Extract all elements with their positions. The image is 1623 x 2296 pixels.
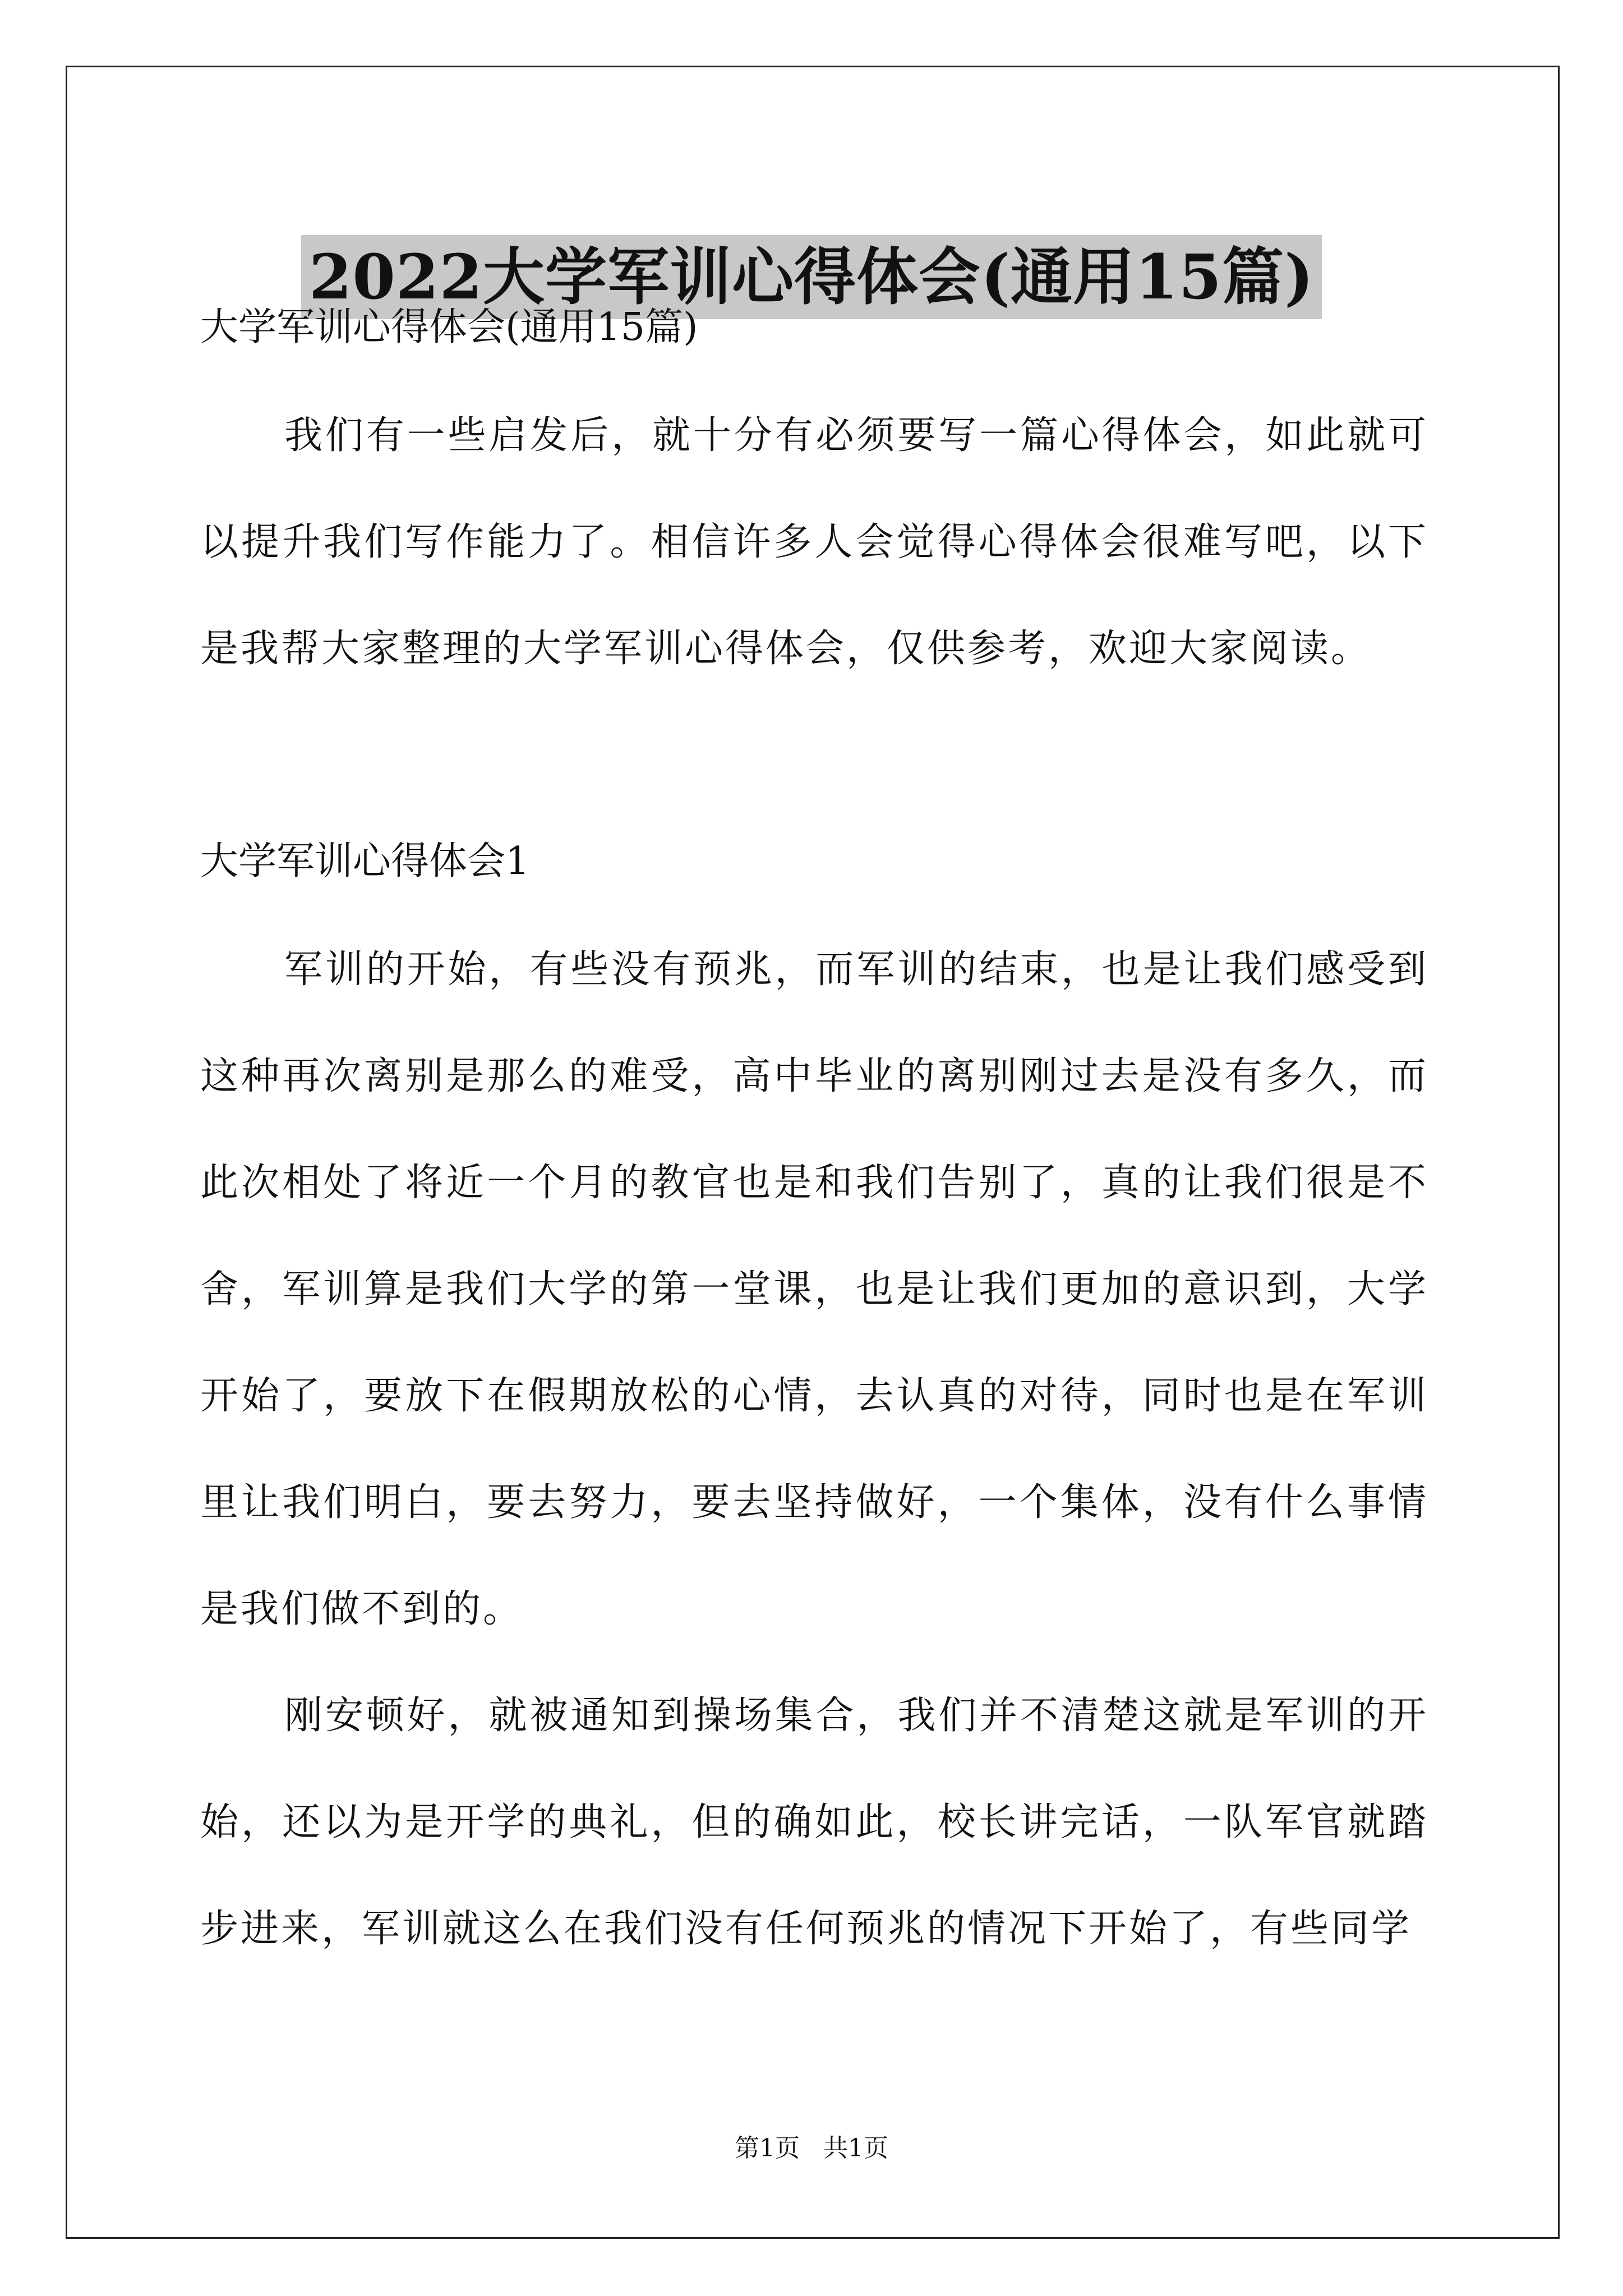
document-body (200, 297, 1428, 1982)
spacer (200, 358, 1428, 383)
section-heading: 大学军训心得体会1 (200, 839, 530, 884)
body-paragraph: 军训的开始，有些没有预兆，而军训的结束，也是让我们感受到这种再次离别是那么的难受，高中毕业的离别刚过去是没有多久，而此次相处了将近一个月的教官也是和我们告别了，真的让我们很是不舍，军训算是我们大学的第一堂课，也是让我们更加的意识到，大学开始了，要放下在假期放松的心情，去认真的对待，同时也是在军训里让我们明白，要去努力，要去坚持做好，一个集体，没有什么事情是我们做不到的。 (200, 947, 1428, 1631)
body-paragraph: 刚安顿好，就被通知到操场集合，我们并不清楚这就是军训的开始，还以为是开学的典礼，但的确如此，校长讲完话，一队军官就踏步进来，军训就这么在我们没有任何预兆的情况下开始了，有些同学 (200, 1694, 1428, 1951)
page-number: 第1页 (735, 2134, 800, 2162)
spacer (200, 892, 1428, 917)
page-footer (0, 2132, 1623, 2165)
document-title: 2022大学军训心得体会(通用15篇) (301, 235, 1322, 319)
document-subtitle: 大学军训心得体会(通用15篇) (200, 305, 698, 349)
intro-paragraph: 我们有一些启发后，就十分有必须要写一篇心得体会，如此就可以提升我们写作能力了。相信许多人会觉得心得体会很难写吧，以下是我帮大家整理的大学军训心得体会，仅供参考，欢迎大家阅读。 (200, 413, 1428, 671)
spacer (200, 702, 1428, 831)
page-total: 共1页 (823, 2134, 888, 2162)
